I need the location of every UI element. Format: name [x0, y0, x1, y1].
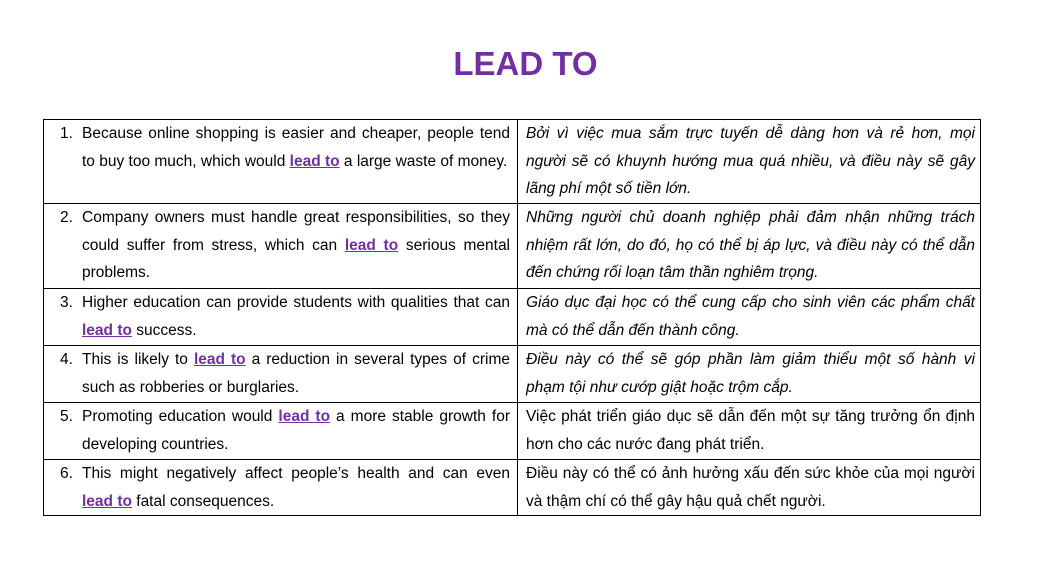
- sentence-text-after: a more stable growth for developing countries.: [82, 408, 510, 453]
- vietnamese-cell: [518, 403, 981, 460]
- row-number: 5.: [60, 408, 73, 425]
- table-row: [44, 120, 981, 204]
- vietnamese-cell: [518, 289, 981, 346]
- keyword-lead-to: lead to: [278, 408, 331, 425]
- sentence-text-after: a large waste of money.: [339, 152, 508, 170]
- row-number: 2.: [60, 209, 73, 226]
- vietnamese-cell: [518, 204, 981, 289]
- vietnamese-translation: Điều này có thể có ảnh hưởng xấu đến sức khỏe của mọi người và thậm chí có thể gây hậu quả chết người.: [526, 465, 975, 510]
- sentence-text-after: serious mental problems.: [82, 236, 511, 281]
- keyword-lead-to: lead to: [82, 492, 132, 510]
- english-cell: [44, 120, 518, 204]
- keyword-lead-to: lead to: [82, 321, 132, 339]
- english-sentence: [82, 120, 512, 175]
- table-row: [44, 403, 981, 460]
- english-sentence: [82, 346, 512, 401]
- keyword-lead-to: lead to: [193, 351, 246, 368]
- row-number: 1.: [60, 125, 73, 142]
- row-number: 6.: [60, 465, 73, 482]
- sentence-text-before: Higher education can provide students with qualities that can: [82, 294, 510, 311]
- table-row: [44, 289, 981, 346]
- vietnamese-cell: [518, 346, 981, 403]
- english-cell: [44, 346, 518, 403]
- examples-table: [43, 119, 981, 516]
- english-sentence: [82, 204, 512, 287]
- sentence-text-before: This is likely to: [82, 351, 194, 368]
- page-title: LEAD TO: [453, 45, 598, 82]
- sentence-text-before: Promoting education would: [82, 408, 279, 425]
- vietnamese-translation: Những người chủ doanh nghiệp phải đảm nhận những trách nhiệm rất lớn, do đó, họ có thể bị áp lực, và điều này có thể dẫn đến chứng rối loạn tâm thần nghiêm trọng.: [526, 209, 975, 281]
- row-number: 3.: [60, 294, 73, 311]
- table-row: [44, 204, 981, 289]
- table-row: [44, 346, 981, 403]
- english-cell: [44, 460, 518, 516]
- english-cell: [44, 289, 518, 346]
- vietnamese-translation: Điều này có thể sẽ góp phần làm giảm thiểu một số hành vi phạm tội như cướp giật hoặc trộm cắp.: [526, 351, 975, 396]
- table-row: [44, 460, 981, 516]
- english-sentence: [82, 403, 512, 458]
- vietnamese-cell: [518, 120, 981, 204]
- sentence-text-before: Because online shopping is easier and cheaper, people tend to buy too much, which would: [82, 125, 510, 170]
- sentence-text-before: Company owners must handle great responsibilities, so they could suffer from stress, which can: [82, 209, 510, 254]
- vietnamese-translation: Giáo dục đại học có thể cung cấp cho sinh viên các phẩm chất mà có thể dẫn đến thành công.: [526, 294, 975, 339]
- english-sentence: [82, 289, 512, 344]
- english-cell: [44, 403, 518, 460]
- sentence-text-after: fatal consequences.: [131, 492, 275, 510]
- vietnamese-translation: Bởi vì việc mua sắm trực tuyến dễ dàng hơn và rẻ hơn, mọi người sẽ có khuynh hướng mua quá nhiều, và điều này sẽ gây lãng phí một số tiền lớn.: [526, 125, 975, 197]
- sentence-text-after: a reduction in several types of crime such as robberies or burglaries.: [82, 351, 511, 396]
- sentence-text-after: success.: [131, 321, 197, 339]
- keyword-lead-to: lead to: [344, 236, 399, 254]
- vietnamese-cell: [518, 460, 981, 516]
- english-sentence: [82, 460, 512, 515]
- keyword-lead-to: lead to: [289, 152, 340, 170]
- vietnamese-translation: Việc phát triển giáo dục sẽ dẫn đến một sự tăng trưởng ổn định hơn cho các nước đang phát triển.: [526, 408, 975, 453]
- row-number: 4.: [60, 351, 73, 368]
- sentence-text-before: This might negatively affect people’s health and can even: [82, 465, 510, 482]
- english-cell: [44, 204, 518, 289]
